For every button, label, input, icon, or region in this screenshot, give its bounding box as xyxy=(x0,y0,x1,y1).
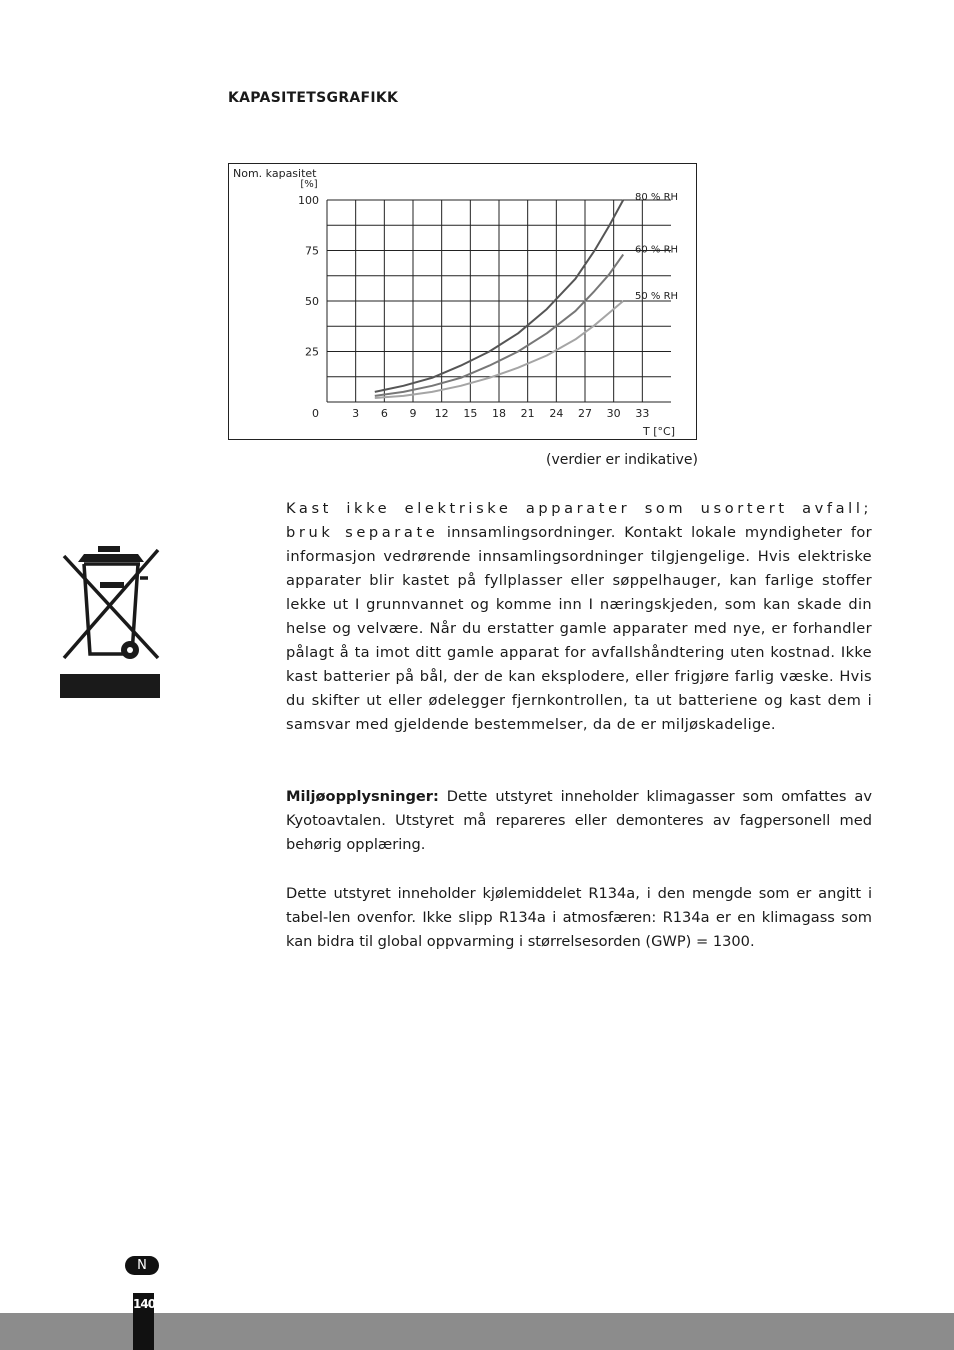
weee-bin-icon xyxy=(60,526,160,698)
y-tick-label: 25 xyxy=(305,345,319,359)
x-tick-label: 21 xyxy=(520,407,535,420)
environment-label: Miljøopplysninger: xyxy=(286,788,439,805)
weee-black-bar xyxy=(60,674,160,698)
x-tick-label: 12 xyxy=(434,407,449,420)
page-number-tab xyxy=(133,1293,154,1350)
disposal-first-line: Kast ikke elektriske apparater som usortert avfall; bruk separate xyxy=(286,500,872,541)
x-tick-label: 30 xyxy=(606,407,621,420)
disposal-paragraph xyxy=(286,497,872,737)
y-tick-label: 50 xyxy=(305,295,319,308)
page-heading: KAPASITETSGRAFIKK xyxy=(228,90,399,106)
disposal-text: innsamlingsordninger. Kontakt lokale myndigheter for informasjon vedrørende innsamlingsordninger tilgjengelige. Hvis elektriske apparater blir kastet på fyllplasser eller søppelhauger, kan farlige stoffer lekke ut I grunnvannet og komme inn I næringskjeden, som kan skade din helse og velvære. Når du erstatter gamle apparater med nye, er forhandler pålagt å ta imot ditt gamle apparat for avfallshåndtering uten kostnad. Ikke kast batterier på bål, der de kan eksplodere, eller frigjøre farlig væske. Hvis du skifter ut eller ødelegger fjernkontrollen, ta ut batteriene og kast dem i samsvar med gjeldende bestemmelser, da de er miljøskadelige. xyxy=(286,524,872,733)
y-origin-label: 0 xyxy=(312,407,319,420)
x-tick-label: 27 xyxy=(578,407,592,420)
environment-paragraph xyxy=(286,785,872,857)
y-axis-unit: [%] xyxy=(300,179,318,190)
x-tick-label: 6 xyxy=(380,407,388,420)
x-tick-label: 18 xyxy=(492,407,506,420)
capacity-chart xyxy=(228,163,697,440)
series-label: 60 % RH xyxy=(635,244,679,256)
x-tick-label: 33 xyxy=(635,407,650,420)
x-tick-label: 15 xyxy=(463,407,478,420)
x-tick-label: 24 xyxy=(549,407,564,420)
series-label: 80 % RH xyxy=(635,192,679,203)
chart-note: (verdier er indikative) xyxy=(545,452,698,468)
x-axis-title: T [°C] xyxy=(643,425,675,438)
y-tick-label: 75 xyxy=(305,244,319,258)
language-badge: N xyxy=(125,1256,159,1275)
refrigerant-paragraph: Dette utstyret inneholder kjølemiddelet R134a, i den mengde som er angitt i tabel-len ovenfor. Ikke slipp R134a i atmosfæren: R134a er en klimagass som kan bidra til global oppvarming i størrelsesorden (GWP) = 1300. xyxy=(286,885,872,950)
x-tick-label: 3 xyxy=(352,407,360,420)
series-label: 50 % RH xyxy=(635,291,679,302)
x-tick-label: 9 xyxy=(409,407,417,420)
capacity-chart-svg xyxy=(229,164,698,441)
environment-text: Dette utstyret inneholder klimagasser som omfattes av Kyotoavtalen. Utstyret må repareres eller demonteres av fagpersonell med behørig opplæring. xyxy=(286,788,872,853)
y-tick-label: 100 xyxy=(298,194,319,207)
page-number: 140 xyxy=(133,1297,156,1311)
y-axis-title: Nom. kapasitet xyxy=(233,167,317,180)
